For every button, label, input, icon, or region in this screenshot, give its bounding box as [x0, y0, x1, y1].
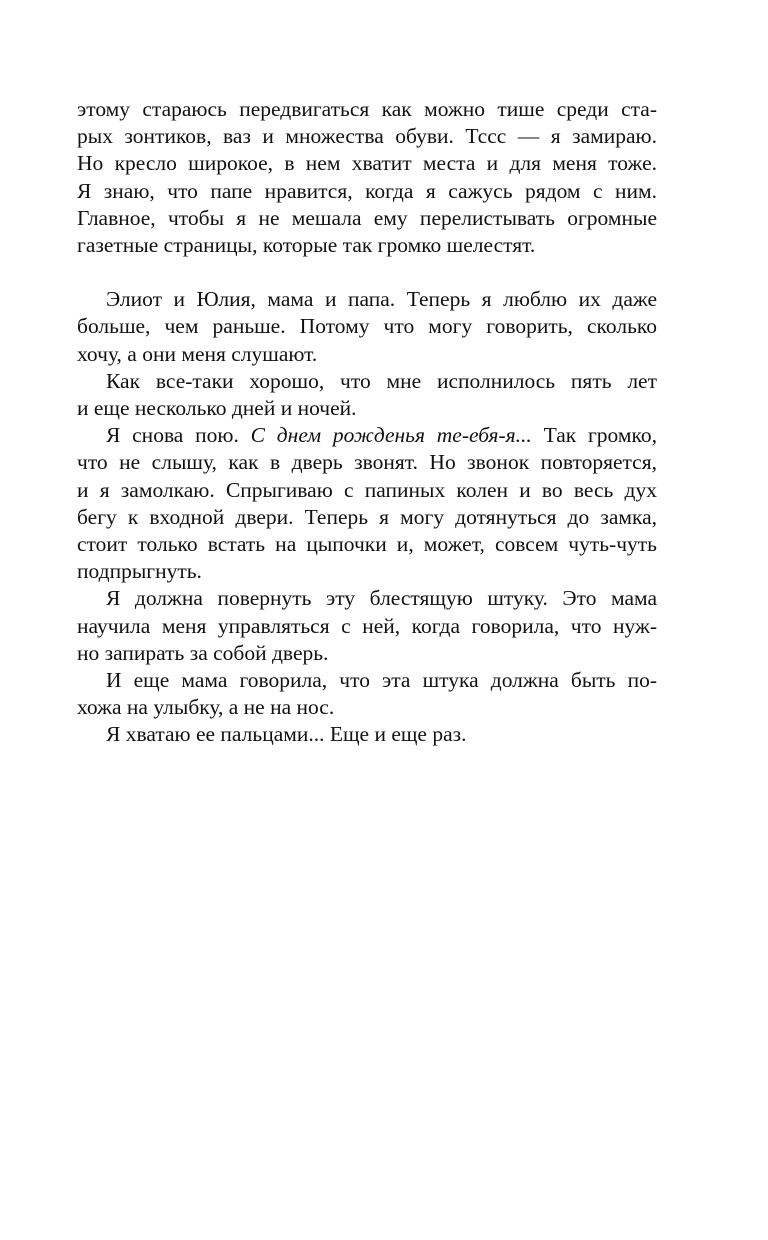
- text-line: стоит только встать на цыпочки и, может, совсем чуть-чуть: [77, 532, 657, 557]
- text-line: подпрыгнуть.: [77, 559, 202, 584]
- song-lyric: С днем рожденья те-ебя-я...: [250, 423, 532, 448]
- text-line: научила меня управляться с ней, когда говорила, что нуж-: [77, 613, 657, 638]
- paragraph-7: [77, 721, 657, 748]
- text-line-with-song: [77, 422, 657, 449]
- text-line: этому стараюсь передвигаться как можно тише среди ста-: [77, 97, 657, 121]
- paragraph-1: [77, 96, 657, 259]
- text-line: бегу к входной двери. Теперь я могу дотянуться до замка,: [77, 504, 657, 529]
- paragraph-4: [77, 422, 657, 585]
- text-line: но запирать за собой дверь.: [77, 640, 329, 665]
- text-line: больше, чем раньше. Потому что могу говорить, сколько: [77, 314, 657, 339]
- text-line: газетные страницы, которые так громко шелестят.: [77, 233, 536, 258]
- paragraph-2: [77, 286, 657, 368]
- paragraph-5: [77, 585, 657, 667]
- text-fragment: Я снова пою.: [106, 423, 251, 448]
- paragraph-3: [77, 368, 657, 422]
- text-line: Как все-таки хорошо, что мне исполнилось пять лет: [106, 368, 657, 393]
- paragraph-6: [77, 667, 657, 721]
- text-line: и еще несколько дней и ночей.: [77, 396, 357, 421]
- text-line: И еще мама говорила, что эта штука должна быть по-: [106, 668, 657, 693]
- text-line: Элиот и Юлия, мама и папа. Теперь я люблю их даже: [106, 287, 657, 312]
- text-line: Я должна повернуть эту блестящую штуку. Это мама: [106, 586, 657, 611]
- text-line: хожа на улыбку, а не на нос.: [77, 695, 335, 720]
- text-line: Главное, чтобы я не мешала ему перелистывать огромные: [77, 205, 657, 230]
- text-fragment: Так громко,: [531, 423, 657, 448]
- text-line: Я знаю, что папе нравится, когда я сажусь рядом с ним.: [77, 178, 657, 203]
- text-line: хочу, а они меня слушают.: [77, 341, 318, 366]
- text-line: и я замолкаю. Спрыгиваю с папиных колен и во весь дух: [77, 477, 657, 502]
- book-page: [77, 96, 657, 749]
- text-line: рых зонтиков, ваз и множества обуви. Тссс — я замираю.: [77, 124, 657, 149]
- text-line: Я хватаю ее пальцами... Еще и еще раз.: [106, 722, 467, 747]
- text-line: что не слышу, как в дверь звонят. Но звонок повторяется,: [77, 450, 657, 475]
- text-line: Но кресло широкое, в нем хватит места и для меня тоже.: [77, 151, 657, 176]
